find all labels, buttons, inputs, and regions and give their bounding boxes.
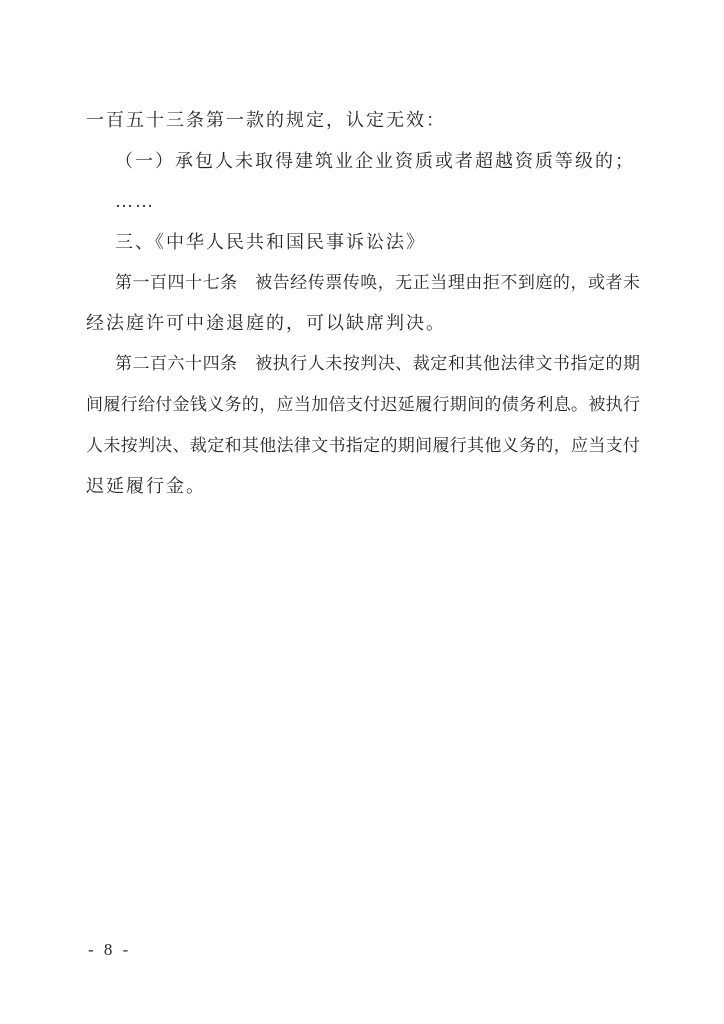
text-line: 人未按判决、裁定和其他法律文书指定的期间履行其他义务的，应当支付 — [86, 435, 640, 455]
text-line: 经法庭许可中途退庭的，可以缺席判决。 — [86, 313, 446, 334]
text-line: （一）承包人未取得建筑业企业资质或者超越资质等级的； — [115, 150, 635, 171]
ellipsis-line: …… — [115, 191, 155, 212]
section-heading-line: 三、《中华人民共和国民事诉讼法》 — [115, 232, 426, 253]
text-line: 第二百六十四条 被执行人未按判决、裁定和其他法律文书指定的期 — [115, 354, 640, 374]
text-line: 一百五十三条第一款的规定，认定无效： — [86, 110, 446, 130]
page-number: - 8 - — [88, 940, 132, 959]
text-line: 迟延履行金。 — [86, 476, 206, 497]
text-line: 第一百四十七条 被告经传票传唤，无正当理由拒不到庭的，或者未 — [115, 272, 640, 292]
document-body — [86, 100, 640, 507]
text-line: 间履行给付金钱义务的，应当加倍支付迟延履行期间的债务利息。被执行 — [86, 394, 640, 414]
